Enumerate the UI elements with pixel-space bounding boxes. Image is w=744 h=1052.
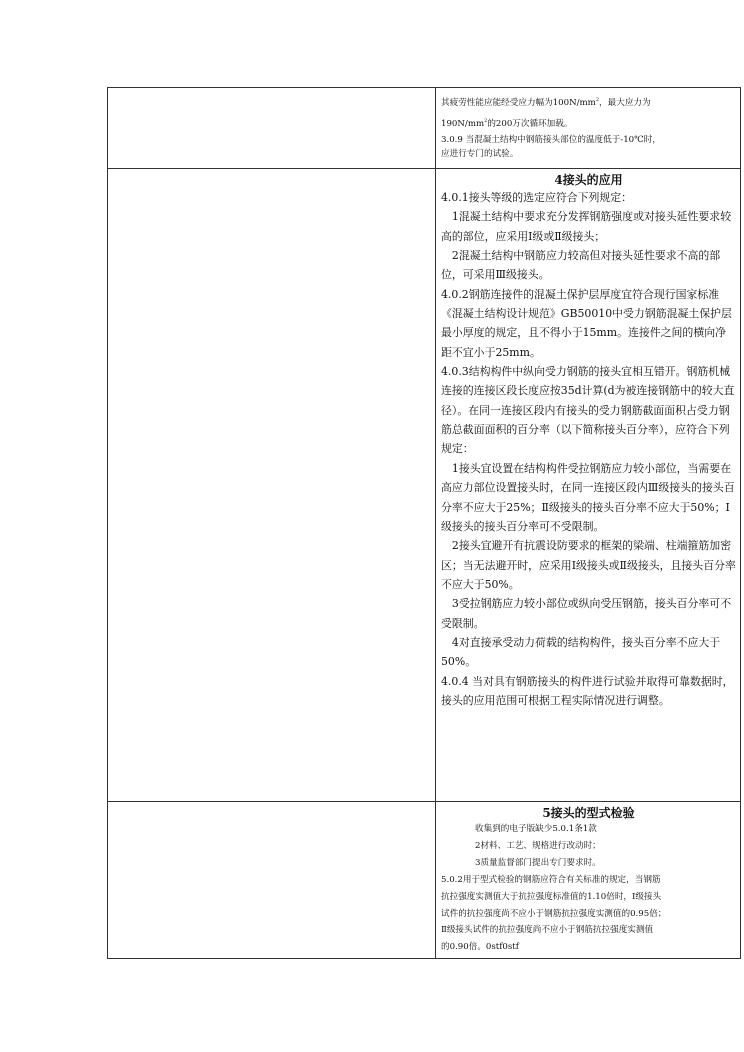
table-row <box>108 88 741 169</box>
section-title: 5接头的型式检验 <box>542 806 635 820</box>
right-cell <box>436 802 741 959</box>
text-line: 应进行专门的试验。 <box>441 148 519 159</box>
clause: 2接头宜避开有抗震设防要求的框架的梁端、柱端箍筋加密区；当无法避开时，应采用Ⅰ级接头或Ⅱ级接头，且接头百分率不应大于50%。 <box>441 539 736 591</box>
clause: 4.0.1接头等级的选定应符合下列规定： <box>441 191 633 204</box>
text-line: 的0.90倍。0stf0stf <box>441 942 519 953</box>
document-table <box>107 87 741 959</box>
text-line: 3质量监督部门提出专门要求时。 <box>475 857 601 868</box>
text-line: 5.0.2用于型式检验的钢筋应符合有关标准的规定，当钢筋 <box>441 874 661 885</box>
text-line: 3.0.9 当混凝土结构中钢筋接头部位的温度低于-10℃时， <box>441 134 661 145</box>
text-line: 抗拉强度实测值大于抗拉强度标准值的1.10倍时，Ⅰ级接头 <box>441 891 662 902</box>
clause: 4对直接承受动力荷载的结构构件，接头百分率不应大于50%。 <box>441 635 721 669</box>
clause: 4.0.4 当对具有钢筋接头的构件进行试验并取得可靠数据时，接头的应用范围可根据工程实际情况进行调整。 <box>441 674 734 707</box>
text-line: 2材料、工艺、规格进行改动时； <box>475 840 601 851</box>
table-row <box>108 802 741 959</box>
left-cell <box>108 169 436 802</box>
table-row <box>108 169 741 802</box>
text-line: Ⅱ级接头试件的抗拉强度尚不应小于钢筋抗拉强度实测值 <box>441 925 654 936</box>
right-cell <box>436 169 741 802</box>
left-cell <box>108 802 436 959</box>
right-cell <box>436 88 741 169</box>
text-line: 试件的抗拉强度尚不应小于钢筋抗拉强度实测值的0.95倍； <box>441 908 667 919</box>
section-title: 4接头的应用 <box>554 173 623 187</box>
left-cell <box>108 88 436 169</box>
clause: 3受拉钢筋应力较小部位或纵向受压钢筋，接头百分率可不受限制。 <box>441 597 732 630</box>
text-line: 收集到的电子版缺少5.0.1条1款 <box>475 824 597 834</box>
clause: 4.0.2钢筋连接件的混凝土保护层厚度宜符合现行国家标准《混凝土结构设计规范》GB50010中受力钢筋混凝土保护层最小厚度的规定，且不得小于15mm。连接件之间的横向净距不宜小于25mm。 <box>441 287 732 359</box>
clause: 4.0.3结构构件中纵向受力钢筋的接头宜相互错开。钢筋机械连接的连接区段长度应按35d计算(d为被连接钢筋中的较大直径）。在同一连接区段内有接头的受力钢筋截面面积占受力钢筋总截面面积的百分率（以下简称接头百分率），应符合下列规定： <box>441 365 735 456</box>
text-line: $190N/mm^2$的200万次循环加载。 <box>441 117 573 129</box>
clause: 2混凝土结构中钢筋应力较高但对接头延性要求不高的部位，可采用Ⅲ级接头。 <box>441 249 721 282</box>
clause: 1混凝土结构中要求充分发挥钢筋强度或对接头延性要求较高的部位，应采用Ⅰ级或Ⅱ级接头； <box>441 210 732 243</box>
text-line: 其疲劳性能应能经受应力幅为$100N/mm^2$，最大应力为 <box>441 97 651 108</box>
clause: 1接头宜设置在结构构件受拉钢筋应力较小部位，当需要在高应力部位设置接头时，在同一连接区段内Ⅲ级接头的接头百分率不应大于25%；Ⅱ级接头的接头百分率不应大于50%；Ⅰ级接头的接头百分率可不受限制。 <box>441 461 735 533</box>
